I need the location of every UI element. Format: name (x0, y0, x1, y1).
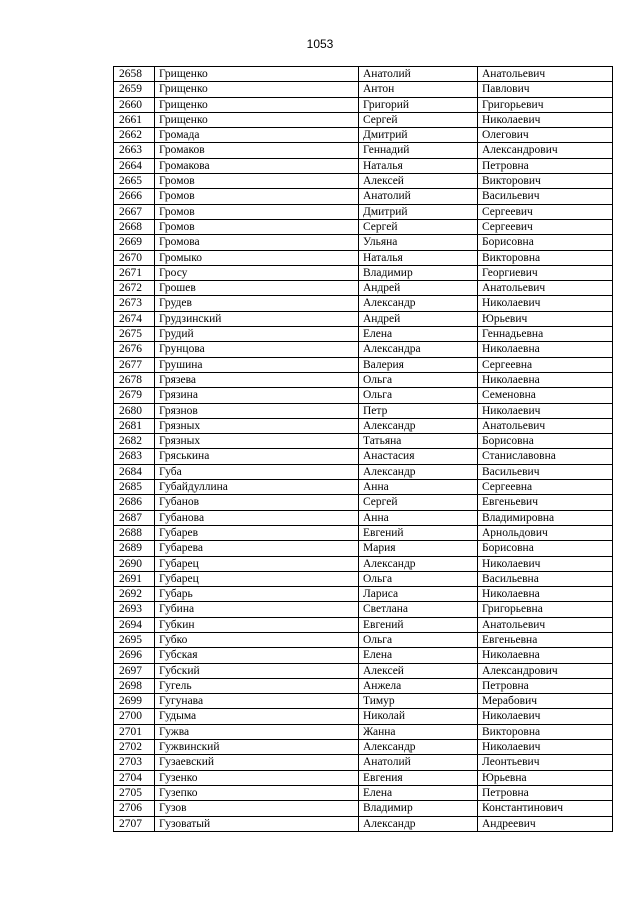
last-name-cell: Грунцова (155, 342, 359, 357)
last-name-cell: Громов (155, 219, 359, 234)
first-name-cell: Антон (359, 82, 478, 97)
last-name-cell: Губский (155, 663, 359, 678)
table-row (114, 342, 613, 357)
patronymic-cell: Николаевич (478, 296, 613, 311)
patronymic-cell: Юрьевич (478, 311, 613, 326)
last-name-cell: Губарев (155, 525, 359, 540)
row-number-cell: 2685 (114, 480, 155, 495)
row-number-cell: 2670 (114, 250, 155, 265)
last-name-cell: Гугель (155, 678, 359, 693)
row-number-cell: 2697 (114, 663, 155, 678)
patronymic-cell: Николаевич (478, 740, 613, 755)
row-number-cell: 2696 (114, 648, 155, 663)
first-name-cell: Андрей (359, 311, 478, 326)
first-name-cell: Анатолий (359, 189, 478, 204)
patronymic-cell: Васильевич (478, 189, 613, 204)
first-name-cell: Елена (359, 785, 478, 800)
patronymic-cell: Григорьевна (478, 602, 613, 617)
table-row (114, 357, 613, 372)
table-row (114, 418, 613, 433)
first-name-cell: Наталья (359, 158, 478, 173)
table-row (114, 174, 613, 189)
patronymic-cell: Сергеевич (478, 219, 613, 234)
last-name-cell: Грудев (155, 296, 359, 311)
patronymic-cell: Николаевна (478, 372, 613, 387)
patronymic-cell: Юрьевна (478, 770, 613, 785)
last-name-cell: Губарец (155, 571, 359, 586)
patronymic-cell: Мерабович (478, 694, 613, 709)
row-number-cell: 2669 (114, 235, 155, 250)
table-row (114, 434, 613, 449)
row-number-cell: 2706 (114, 801, 155, 816)
row-number-cell: 2699 (114, 694, 155, 709)
first-name-cell: Петр (359, 403, 478, 418)
first-name-cell: Григорий (359, 97, 478, 112)
row-number-cell: 2683 (114, 449, 155, 464)
first-name-cell: Алексей (359, 174, 478, 189)
table-row (114, 250, 613, 265)
first-name-cell: Дмитрий (359, 204, 478, 219)
last-name-cell: Гузенко (155, 770, 359, 785)
patronymic-cell: Сергеевна (478, 480, 613, 495)
last-name-cell: Грязных (155, 418, 359, 433)
table-row (114, 480, 613, 495)
row-number-cell: 2676 (114, 342, 155, 357)
table-row (114, 755, 613, 770)
row-number-cell: 2667 (114, 204, 155, 219)
row-number-cell: 2662 (114, 128, 155, 143)
first-name-cell: Алексей (359, 663, 478, 678)
patronymic-cell: Анатольевич (478, 281, 613, 296)
table-row (114, 265, 613, 280)
last-name-cell: Губина (155, 602, 359, 617)
row-number-cell: 2688 (114, 525, 155, 540)
table-row (114, 541, 613, 556)
patronymic-cell: Васильевна (478, 571, 613, 586)
last-name-cell: Громыко (155, 250, 359, 265)
table-row (114, 311, 613, 326)
registry-table-body (114, 67, 613, 832)
last-name-cell: Гужва (155, 724, 359, 739)
last-name-cell: Грудзинский (155, 311, 359, 326)
first-name-cell: Евгения (359, 770, 478, 785)
last-name-cell: Гросу (155, 265, 359, 280)
row-number-cell: 2680 (114, 403, 155, 418)
row-number-cell: 2701 (114, 724, 155, 739)
first-name-cell: Ольга (359, 632, 478, 647)
last-name-cell: Громов (155, 189, 359, 204)
patronymic-cell: Сергеевна (478, 357, 613, 372)
table-row (114, 82, 613, 97)
row-number-cell: 2695 (114, 632, 155, 647)
table-row (114, 648, 613, 663)
row-number-cell: 2702 (114, 740, 155, 755)
table-row (114, 740, 613, 755)
last-name-cell: Губайдуллина (155, 480, 359, 495)
last-name-cell: Губская (155, 648, 359, 663)
patronymic-cell: Владимировна (478, 510, 613, 525)
table-row (114, 816, 613, 831)
row-number-cell: 2660 (114, 97, 155, 112)
patronymic-cell: Викторовна (478, 724, 613, 739)
first-name-cell: Александр (359, 740, 478, 755)
first-name-cell: Валерия (359, 357, 478, 372)
first-name-cell: Владимир (359, 801, 478, 816)
last-name-cell: Громада (155, 128, 359, 143)
last-name-cell: Гузоватый (155, 816, 359, 831)
table-row (114, 158, 613, 173)
table-row (114, 97, 613, 112)
table-row (114, 372, 613, 387)
row-number-cell: 2689 (114, 541, 155, 556)
table-row (114, 143, 613, 158)
row-number-cell: 2677 (114, 357, 155, 372)
last-name-cell: Грищенко (155, 67, 359, 82)
first-name-cell: Александр (359, 816, 478, 831)
table-row (114, 602, 613, 617)
last-name-cell: Гузов (155, 801, 359, 816)
patronymic-cell: Петровна (478, 158, 613, 173)
row-number-cell: 2691 (114, 571, 155, 586)
table-row (114, 296, 613, 311)
table-row (114, 617, 613, 632)
row-number-cell: 2704 (114, 770, 155, 785)
patronymic-cell: Петровна (478, 785, 613, 800)
last-name-cell: Грязина (155, 388, 359, 403)
first-name-cell: Ольга (359, 372, 478, 387)
first-name-cell: Тимур (359, 694, 478, 709)
first-name-cell: Ольга (359, 571, 478, 586)
patronymic-cell: Борисовна (478, 434, 613, 449)
row-number-cell: 2673 (114, 296, 155, 311)
last-name-cell: Гузепко (155, 785, 359, 800)
patronymic-cell: Николаевич (478, 556, 613, 571)
table-row (114, 632, 613, 647)
row-number-cell: 2679 (114, 388, 155, 403)
last-name-cell: Гряськина (155, 449, 359, 464)
table-row (114, 327, 613, 342)
row-number-cell: 2693 (114, 602, 155, 617)
patronymic-cell: Александрович (478, 143, 613, 158)
row-number-cell: 2671 (114, 265, 155, 280)
patronymic-cell: Николаевна (478, 648, 613, 663)
first-name-cell: Наталья (359, 250, 478, 265)
registry-table (113, 66, 613, 832)
patronymic-cell: Николаевна (478, 587, 613, 602)
patronymic-cell: Анатольевич (478, 67, 613, 82)
first-name-cell: Александр (359, 296, 478, 311)
patronymic-cell: Григорьевич (478, 97, 613, 112)
last-name-cell: Грошев (155, 281, 359, 296)
last-name-cell: Губанова (155, 510, 359, 525)
row-number-cell: 2674 (114, 311, 155, 326)
table-row (114, 204, 613, 219)
patronymic-cell: Геннадьевна (478, 327, 613, 342)
first-name-cell: Александра (359, 342, 478, 357)
first-name-cell: Сергей (359, 112, 478, 127)
first-name-cell: Елена (359, 648, 478, 663)
page-number: 1053 (306, 37, 334, 51)
patronymic-cell: Николаевич (478, 403, 613, 418)
last-name-cell: Грушина (155, 357, 359, 372)
row-number-cell: 2700 (114, 709, 155, 724)
table-row (114, 571, 613, 586)
last-name-cell: Грязнов (155, 403, 359, 418)
table-row (114, 449, 613, 464)
patronymic-cell: Борисовна (478, 235, 613, 250)
patronymic-cell: Сергеевич (478, 204, 613, 219)
first-name-cell: Ульяна (359, 235, 478, 250)
row-number-cell: 2690 (114, 556, 155, 571)
last-name-cell: Громаков (155, 143, 359, 158)
table-row (114, 587, 613, 602)
first-name-cell: Жанна (359, 724, 478, 739)
last-name-cell: Грищенко (155, 82, 359, 97)
table-row (114, 495, 613, 510)
row-number-cell: 2686 (114, 495, 155, 510)
first-name-cell: Александр (359, 556, 478, 571)
patronymic-cell: Андреевич (478, 816, 613, 831)
last-name-cell: Губко (155, 632, 359, 647)
last-name-cell: Грищенко (155, 112, 359, 127)
row-number-cell: 2675 (114, 327, 155, 342)
first-name-cell: Александр (359, 418, 478, 433)
row-number-cell: 2665 (114, 174, 155, 189)
first-name-cell: Анатолий (359, 67, 478, 82)
row-number-cell: 2659 (114, 82, 155, 97)
last-name-cell: Губарева (155, 541, 359, 556)
row-number-cell: 2703 (114, 755, 155, 770)
first-name-cell: Владимир (359, 265, 478, 280)
first-name-cell: Евгений (359, 525, 478, 540)
table-row (114, 724, 613, 739)
table-row (114, 235, 613, 250)
patronymic-cell: Станиславовна (478, 449, 613, 464)
last-name-cell: Гузаевский (155, 755, 359, 770)
row-number-cell: 2707 (114, 816, 155, 831)
row-number-cell: 2682 (114, 434, 155, 449)
first-name-cell: Анатолий (359, 755, 478, 770)
last-name-cell: Грязева (155, 372, 359, 387)
row-number-cell: 2692 (114, 587, 155, 602)
table-row (114, 403, 613, 418)
table-row (114, 219, 613, 234)
patronymic-cell: Анатольевич (478, 617, 613, 632)
patronymic-cell: Константинович (478, 801, 613, 816)
patronymic-cell: Леонтьевич (478, 755, 613, 770)
last-name-cell: Губарь (155, 587, 359, 602)
table-row (114, 785, 613, 800)
row-number-cell: 2698 (114, 678, 155, 693)
last-name-cell: Гужвинский (155, 740, 359, 755)
table-row (114, 678, 613, 693)
table-row (114, 112, 613, 127)
patronymic-cell: Викторович (478, 174, 613, 189)
row-number-cell: 2666 (114, 189, 155, 204)
last-name-cell: Громов (155, 174, 359, 189)
row-number-cell: 2705 (114, 785, 155, 800)
first-name-cell: Сергей (359, 219, 478, 234)
patronymic-cell: Александрович (478, 663, 613, 678)
first-name-cell: Мария (359, 541, 478, 556)
last-name-cell: Громов (155, 204, 359, 219)
last-name-cell: Грищенко (155, 97, 359, 112)
patronymic-cell: Арнольдович (478, 525, 613, 540)
table-row (114, 525, 613, 540)
first-name-cell: Геннадий (359, 143, 478, 158)
patronymic-cell: Викторовна (478, 250, 613, 265)
table-row (114, 770, 613, 785)
row-number-cell: 2684 (114, 464, 155, 479)
first-name-cell: Андрей (359, 281, 478, 296)
row-number-cell: 2663 (114, 143, 155, 158)
last-name-cell: Громова (155, 235, 359, 250)
patronymic-cell: Евгеньевна (478, 632, 613, 647)
first-name-cell: Лариса (359, 587, 478, 602)
first-name-cell: Светлана (359, 602, 478, 617)
last-name-cell: Грудий (155, 327, 359, 342)
table-row (114, 556, 613, 571)
table-row (114, 694, 613, 709)
row-number-cell: 2664 (114, 158, 155, 173)
table-row (114, 281, 613, 296)
patronymic-cell: Васильевич (478, 464, 613, 479)
patronymic-cell: Павлович (478, 82, 613, 97)
row-number-cell: 2668 (114, 219, 155, 234)
patronymic-cell: Николаевич (478, 112, 613, 127)
row-number-cell: 2658 (114, 67, 155, 82)
first-name-cell: Анастасия (359, 449, 478, 464)
last-name-cell: Губарец (155, 556, 359, 571)
first-name-cell: Сергей (359, 495, 478, 510)
first-name-cell: Ольга (359, 388, 478, 403)
row-number-cell: 2672 (114, 281, 155, 296)
table-row (114, 510, 613, 525)
last-name-cell: Гудыма (155, 709, 359, 724)
table-row (114, 801, 613, 816)
row-number-cell: 2694 (114, 617, 155, 632)
table-row (114, 128, 613, 143)
patronymic-cell: Николаевич (478, 709, 613, 724)
row-number-cell: 2687 (114, 510, 155, 525)
table-row (114, 464, 613, 479)
last-name-cell: Громакова (155, 158, 359, 173)
first-name-cell: Татьяна (359, 434, 478, 449)
patronymic-cell: Анатольевич (478, 418, 613, 433)
table-row (114, 388, 613, 403)
patronymic-cell: Олегович (478, 128, 613, 143)
first-name-cell: Анжела (359, 678, 478, 693)
row-number-cell: 2681 (114, 418, 155, 433)
patronymic-cell: Борисовна (478, 541, 613, 556)
table-row (114, 709, 613, 724)
first-name-cell: Дмитрий (359, 128, 478, 143)
first-name-cell: Николай (359, 709, 478, 724)
first-name-cell: Анна (359, 510, 478, 525)
patronymic-cell: Георгиевич (478, 265, 613, 280)
first-name-cell: Евгений (359, 617, 478, 632)
row-number-cell: 2678 (114, 372, 155, 387)
row-number-cell: 2661 (114, 112, 155, 127)
table-row (114, 67, 613, 82)
patronymic-cell: Николаевна (478, 342, 613, 357)
patronymic-cell: Евгеньевич (478, 495, 613, 510)
last-name-cell: Грязных (155, 434, 359, 449)
patronymic-cell: Петровна (478, 678, 613, 693)
first-name-cell: Александр (359, 464, 478, 479)
last-name-cell: Губкин (155, 617, 359, 632)
last-name-cell: Губа (155, 464, 359, 479)
first-name-cell: Анна (359, 480, 478, 495)
table-row (114, 663, 613, 678)
last-name-cell: Гугунава (155, 694, 359, 709)
patronymic-cell: Семеновна (478, 388, 613, 403)
last-name-cell: Губанов (155, 495, 359, 510)
table-row (114, 189, 613, 204)
first-name-cell: Елена (359, 327, 478, 342)
